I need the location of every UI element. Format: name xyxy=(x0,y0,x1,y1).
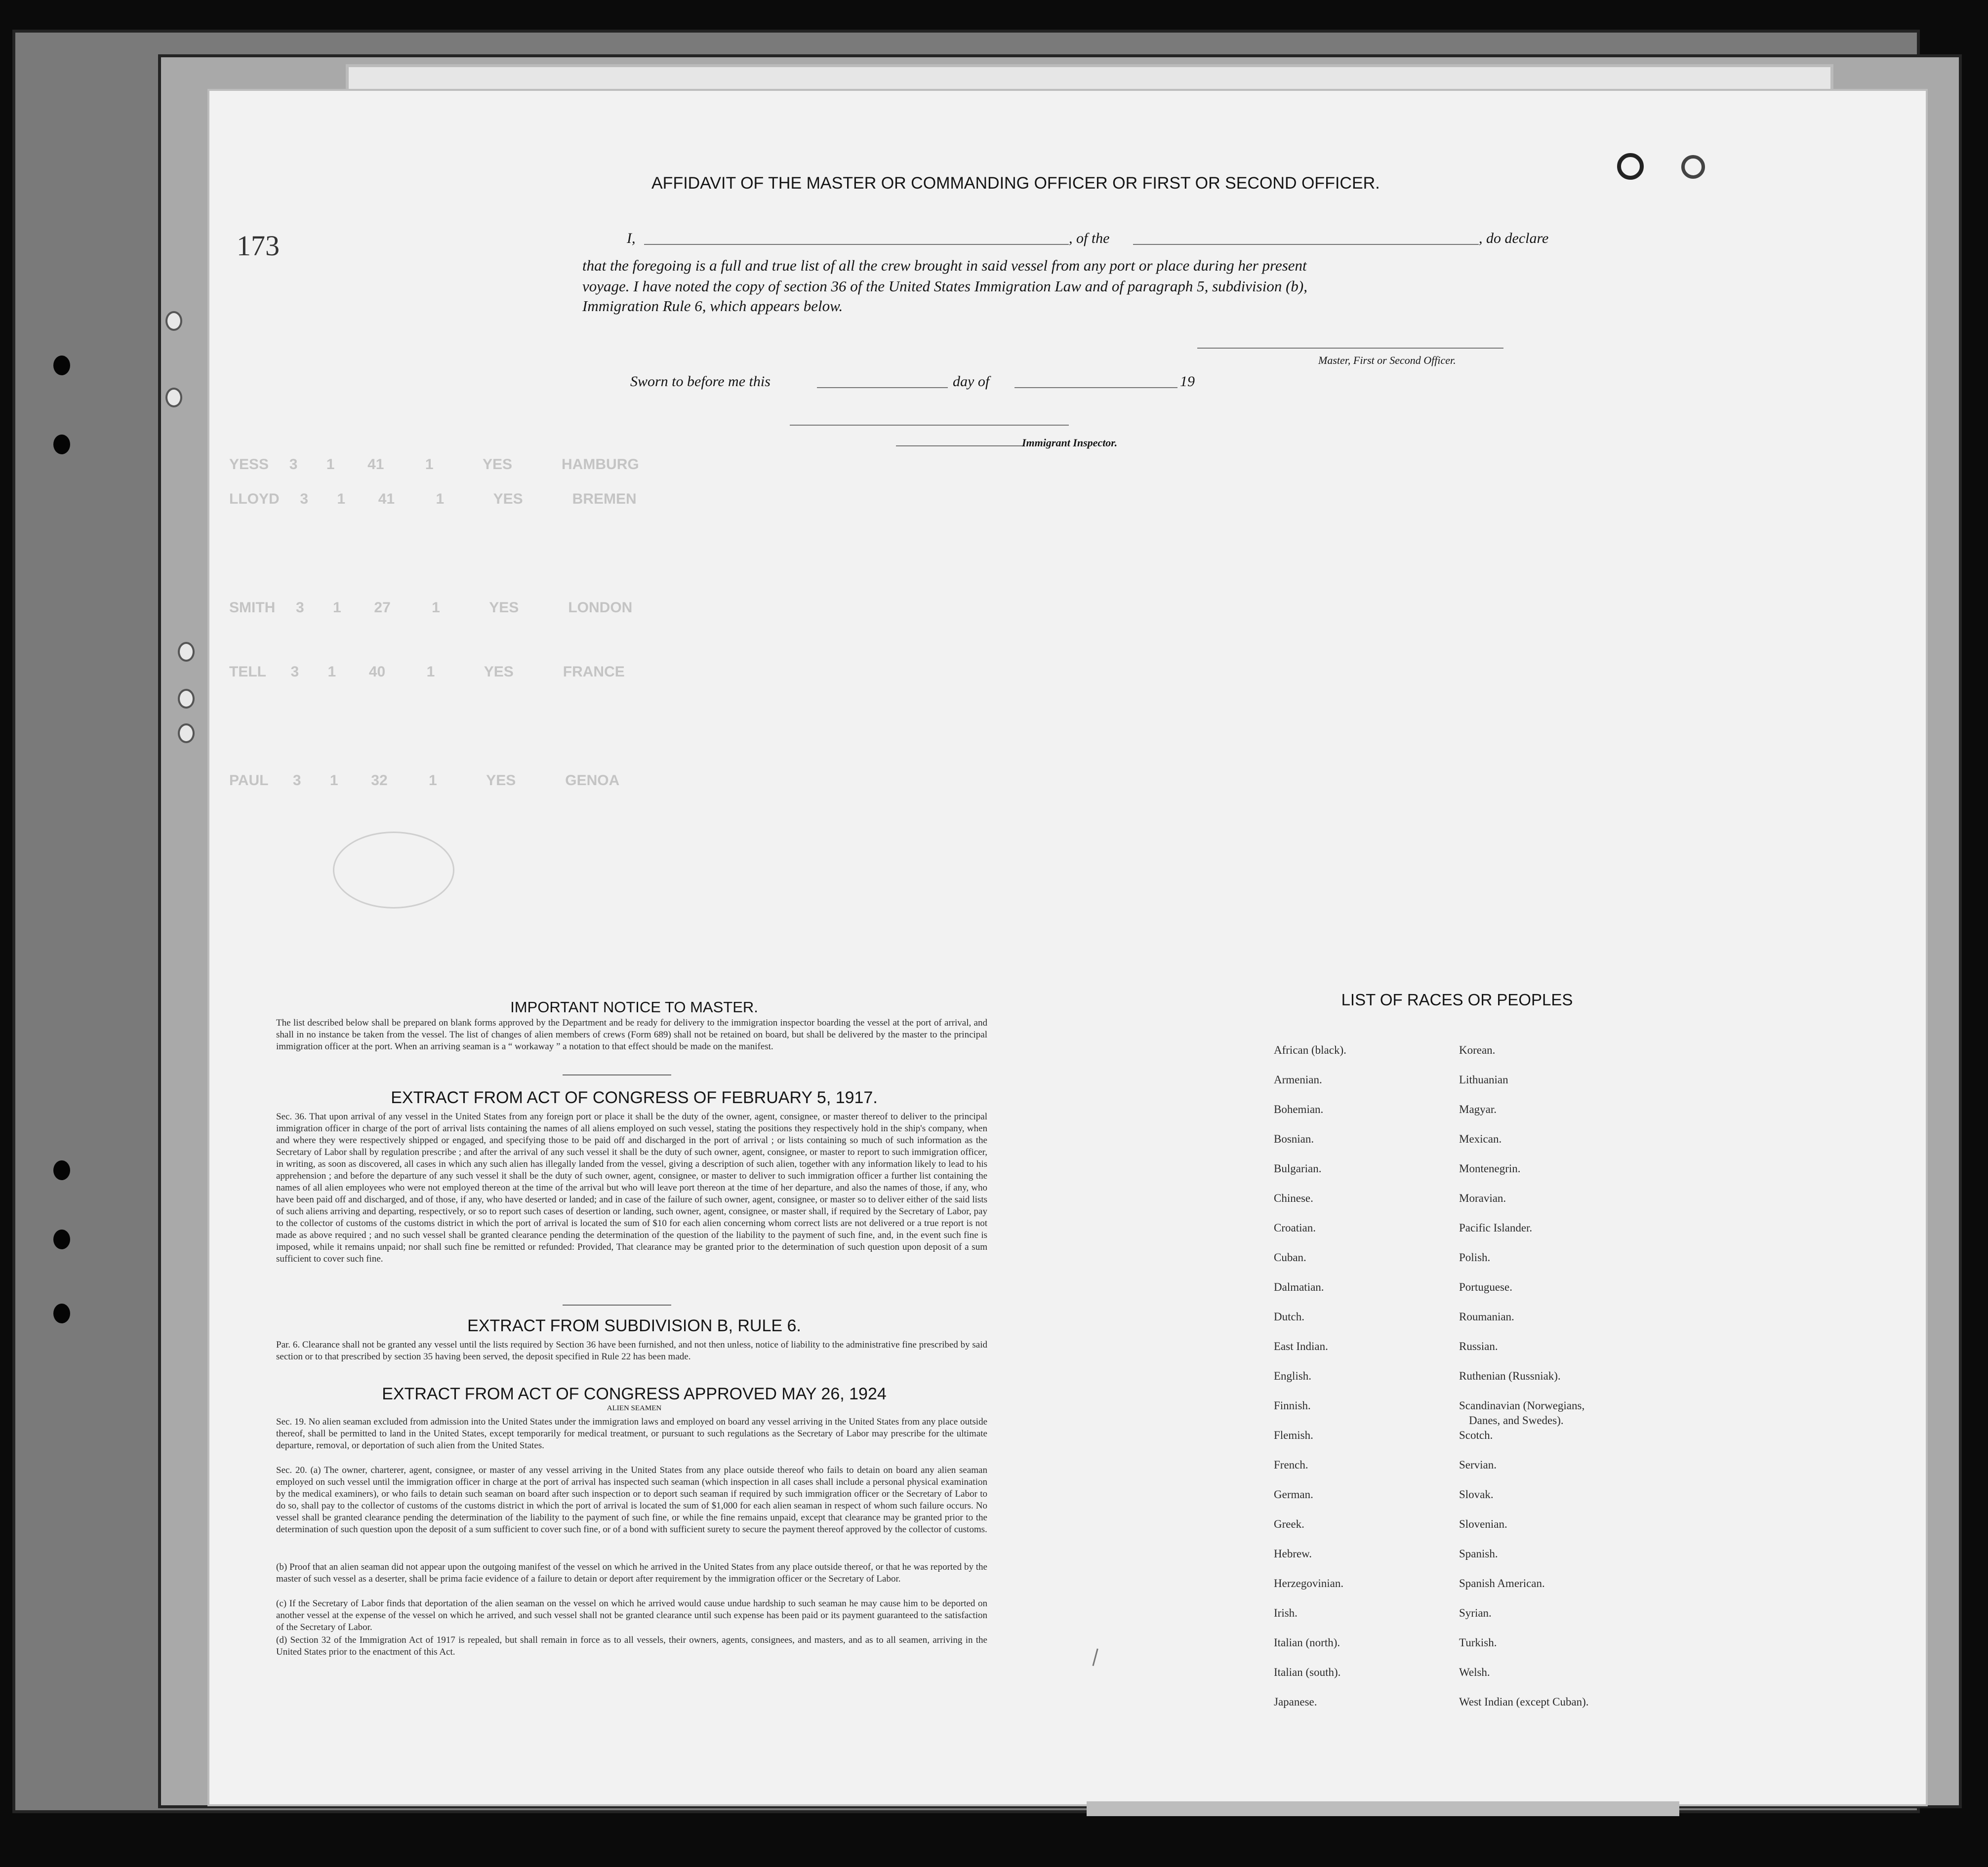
bleed-through-text: LLOYD 3 1 41 1 YES BREMEN xyxy=(229,491,637,507)
act-1924-sec-19: Sec. 19. No alien seaman excluded from admission into the United States under the immigration laws and employed on board any vessel arriving in the United States from any place outside thereof, shall be permitted to land in the United States, except temporarily for medical treatment, or pursuant to such regulations as the Secretary of Labor may prescribe for the ultimate departure, removal, or deportation of such alien from the United States. xyxy=(276,1417,987,1451)
notice-text: The list described below shall be prepared on blank forms approved by the Department and be ready for delivery to the immigration inspector boarding the vessel at the port of arrival, and shall in no instance be taken from the vessel. The list of changes of alien members of crews (Form 689) shall not be retained on board, but shall be delivered by the master to the principal immigration officer at the port. When an arriving seaman is a “ workaway ” a notation to that effect should be made on the manifest. xyxy=(276,1018,987,1052)
race-item: East Indian. xyxy=(1274,1340,1328,1352)
document-sheet xyxy=(207,89,1928,1806)
pencil-tick xyxy=(1092,1648,1101,1667)
race-item: Italian (south). xyxy=(1274,1666,1341,1678)
binder-hole xyxy=(178,689,195,709)
race-item: Japanese. xyxy=(1274,1696,1317,1708)
race-item: West Indian (except Cuban). xyxy=(1459,1696,1589,1708)
race-item: Greek. xyxy=(1274,1518,1304,1530)
bleed-through-text: PAUL 3 1 32 1 YES GENOA xyxy=(229,772,620,789)
act-1924-sec-20d: (d) Section 32 of the Immigration Act of 1917 is repealed, but shall remain in force as to all vessels, their owners, agents, consignees, and masters, and as to all seamen, arriving in the United States prior to the enactment of this Act. xyxy=(276,1635,987,1657)
race-item: African (black). xyxy=(1274,1044,1346,1056)
affiant-label: I, xyxy=(627,230,636,246)
race-item: Magyar. xyxy=(1459,1103,1497,1115)
race-item: Finnish. xyxy=(1274,1399,1311,1412)
race-item: Croatian. xyxy=(1274,1222,1316,1234)
affidavit-line-3: Immigration Rule 6, which appears below. xyxy=(582,297,843,315)
master-signature-label: Master, First or Second Officer. xyxy=(1318,354,1456,366)
inspector-signature-field[interactable] xyxy=(896,445,1024,446)
binder-hole xyxy=(53,1304,70,1323)
frayed-edge xyxy=(1087,1801,1679,1816)
race-item: Lithuanian xyxy=(1459,1073,1508,1086)
race-item: German. xyxy=(1274,1488,1313,1501)
act-1924-title: EXTRACT FROM ACT OF CONGRESS APPROVED MAY 26, 1924 xyxy=(382,1385,887,1403)
race-item: Bosnian. xyxy=(1274,1133,1314,1145)
race-item: Ruthenian (Russniak). xyxy=(1459,1370,1561,1382)
act-1924-sec-20b: (b) Proof that an alien seaman did not appear upon the outgoing manifest of the vessel on which he arrived in the United States from any place outside thereof, or that he was reported by the master of such vessel as a deserter, shall be prima facie evidence of a failure to detain or deport after requirement by the immigration officer or the Secretary of Labor. xyxy=(276,1562,987,1584)
officer-signature-field[interactable] xyxy=(790,425,1069,426)
act-1924-sec-20a: Sec. 20. (a) The owner, charterer, agent, consignee, or master of any vessel arriving in the United States from any place outside thereof who fails to detain on board any alien seaman employed on such vessel until the immigration officer in charge at the port of arrival has inspected such seaman (which inspection in all cases shall include a personal physical examination by the medical examiners), or who fails to detain such seaman on board after such inspection or to deport such seaman if required by such immigration officer or the Secretary of Labor to do so, shall pay to the collector of customs of the customs district in which the port of arrival is located the sum of $1,000 for each alien seaman in respect of whom such failure occurs. No vessel shall be granted clearance pending the determination of the liability to the payment of such fine, or while the fine remains unpaid, except that clearance may be granted prior to the determination of such question upon the deposit of a sum sufficient to cover such fine, or of a bond with sufficient surety to secure the payment thereof approved by the collector of customs. xyxy=(276,1465,987,1535)
race-item: Bohemian. xyxy=(1274,1103,1324,1115)
race-item: Pacific Islander. xyxy=(1459,1222,1533,1234)
sworn-day-field[interactable] xyxy=(817,387,948,388)
race-item: Dutch. xyxy=(1274,1311,1304,1323)
punch-mark xyxy=(1681,155,1705,179)
binder-hole xyxy=(178,642,195,662)
race-item: Chinese. xyxy=(1274,1192,1313,1204)
race-item: Turkish. xyxy=(1459,1636,1497,1649)
year-label: 19 xyxy=(1180,373,1195,390)
inspector-label: Immigrant Inspector. xyxy=(1022,437,1118,449)
race-item: Slovenian. xyxy=(1459,1518,1507,1530)
act-1924-sec-20c: (c) If the Secretary of Labor finds that deportation of the alien seaman on the vessel on which he arrived would cause undue hardship to such seaman he may cause him to be deported on another vessel at the expense of the vessel on which he arrived, and such vessel shall not be granted clearance until such expense has been paid or its payment guaranteed to the satisfaction of the Secretary of Labor. xyxy=(276,1598,987,1632)
race-item: Spanish. xyxy=(1459,1548,1498,1560)
binder-hole xyxy=(178,723,195,743)
vessel-name-field[interactable] xyxy=(1133,244,1479,245)
notice-title: IMPORTANT NOTICE TO MASTER. xyxy=(510,998,758,1016)
affidavit-line-2: voyage. I have noted the copy of section 36 of the United States Immigration Law and of paragraph 5, subdivision (b), xyxy=(582,278,1307,295)
rule-6-title: EXTRACT FROM SUBDIVISION B, RULE 6. xyxy=(467,1316,801,1335)
race-item: English. xyxy=(1274,1370,1312,1382)
act-1917-title: EXTRACT FROM ACT OF CONGRESS OF FEBRUARY 5, 1917. xyxy=(391,1088,878,1107)
race-item: Flemish. xyxy=(1274,1429,1313,1441)
race-item: Scandinavian (Norwegians, xyxy=(1459,1399,1585,1412)
races-title: LIST OF RACES OR PEOPLES xyxy=(1341,991,1573,1009)
binder-hole xyxy=(165,311,182,331)
of-the-label: , of the xyxy=(1069,230,1110,246)
race-item: Bulgarian. xyxy=(1274,1162,1322,1175)
race-item: Syrian. xyxy=(1459,1607,1492,1619)
race-item: Irish. xyxy=(1274,1607,1298,1619)
rule-6-text: Par. 6. Clearance shall not be granted any vessel until the lists required by Section 36 have been furnished, and not then unless, notice of liability to the administrative fine prescribed by said section or to that prescribed by section 35 having been served, the deposit specified in Rule 22 has been made. xyxy=(276,1340,987,1362)
race-item: Moravian. xyxy=(1459,1192,1506,1204)
binder-hole xyxy=(165,388,182,407)
affidavit-title: AFFIDAVIT OF THE MASTER OR COMMANDING OFFICER OR FIRST OR SECOND OFFICER. xyxy=(651,174,1380,193)
binder-hole xyxy=(53,1230,70,1249)
race-item: Portuguese. xyxy=(1459,1281,1512,1293)
race-item: Russian. xyxy=(1459,1340,1498,1352)
sworn-label: Sworn to before me this xyxy=(630,373,771,390)
race-item: Montenegrin. xyxy=(1459,1162,1521,1175)
race-item: Polish. xyxy=(1459,1251,1491,1264)
race-item: Korean. xyxy=(1459,1044,1496,1056)
race-item: Hebrew. xyxy=(1274,1548,1312,1560)
faint-stamp xyxy=(333,832,454,909)
day-of-label: day of xyxy=(953,373,990,390)
binder-hole xyxy=(53,356,70,375)
bleed-through-text: YESS 3 1 41 1 YES HAMBURG xyxy=(229,456,639,473)
race-item: Herzegovinian. xyxy=(1274,1577,1344,1589)
sworn-month-field[interactable] xyxy=(1014,387,1177,388)
binder-hole xyxy=(53,435,70,454)
race-item: Roumanian. xyxy=(1459,1311,1514,1323)
race-item: Cuban. xyxy=(1274,1251,1306,1264)
race-item: Slovak. xyxy=(1459,1488,1494,1501)
race-item: Danes, and Swedes). xyxy=(1469,1414,1564,1427)
race-item: French. xyxy=(1274,1459,1308,1471)
race-item: Welsh. xyxy=(1459,1666,1490,1678)
divider xyxy=(563,1074,671,1075)
divider xyxy=(563,1305,671,1306)
act-1924-subtitle: ALIEN SEAMEN xyxy=(607,1404,662,1412)
master-signature-field[interactable] xyxy=(1197,348,1503,349)
margin-number: 173 xyxy=(237,230,280,262)
race-item: Spanish American. xyxy=(1459,1577,1545,1589)
race-item: Italian (north). xyxy=(1274,1636,1340,1649)
race-item: Armenian. xyxy=(1274,1073,1322,1086)
binder-hole xyxy=(53,1160,70,1180)
bleed-through-text: TELL 3 1 40 1 YES FRANCE xyxy=(229,664,625,680)
race-item: Mexican. xyxy=(1459,1133,1502,1145)
act-1917-text: Sec. 36. That upon arrival of any vessel in the United States from any foreign port or place it shall be the duty of the owner, agent, consignee, or master thereof to deliver to the principal immigration officer in charge of the port of arrival lists containing the names of all aliens employed on such vessel, stating the positions they respectively hold in the ship's company, when and where they were respectively shipped or engaged, and specifying those to be paid off and discharged in the port of arrival ; or lists containing so much of such information as the Secretary of Labor shall by regulation prescribe ; and after the arrival of any such vessel it shall be the duty of such owner, agent, consignee, or master to report to such immigration officer, in writing, as soon as discovered, all cases in which any such alien has illegally landed from the vessel, giving a description of such alien, together with any information likely to lead to his apprehension ; and before the departure of any such vessel it shall be the duty of such owner, agent, consignee, or master to deliver to such immigration officer a further list containing the names of all alien employees who were not employed thereon at the time of the arrival but who will leave port thereon at the time of her departure, and also the names of those, if any, who have been paid off and discharged, and of those, if any, who have deserted or landed; and in case of the failure of such owner, agent, consignee, or master so to deliver either of the said lists of such aliens arriving and departing, respectively, or so to report such cases of desertion or landing, such owner, agent, consignee, or master shall, if required by the Secretary of Labor, pay to the collector of customs of the customs district in which the port of arrival is located the sum of $10 for each alien concerning whom correct lists are not delivered or a true report is not made as above required ; and no such vessel shall be granted clearance pending the determination of the question of the liability to the payment of such fine, and, in the event such fine is imposed, while it remains unpaid; nor shall such fine be remitted or refunded: Provided, That clearance may be granted prior to the determination of such question upon deposit of a sum sufficient to cover such fine. xyxy=(276,1112,987,1264)
race-item: Dalmatian. xyxy=(1274,1281,1324,1293)
do-declare-label: , do declare xyxy=(1479,230,1549,246)
punch-mark xyxy=(1617,153,1644,180)
affiant-name-field[interactable] xyxy=(644,244,1069,245)
race-item: Servian. xyxy=(1459,1459,1497,1471)
race-item: Scotch. xyxy=(1459,1429,1493,1441)
affidavit-line-1: that the foregoing is a full and true list of all the crew brought in said vessel from any port or place during her present xyxy=(582,257,1307,274)
bleed-through-text: SMITH 3 1 27 1 YES LONDON xyxy=(229,599,633,616)
